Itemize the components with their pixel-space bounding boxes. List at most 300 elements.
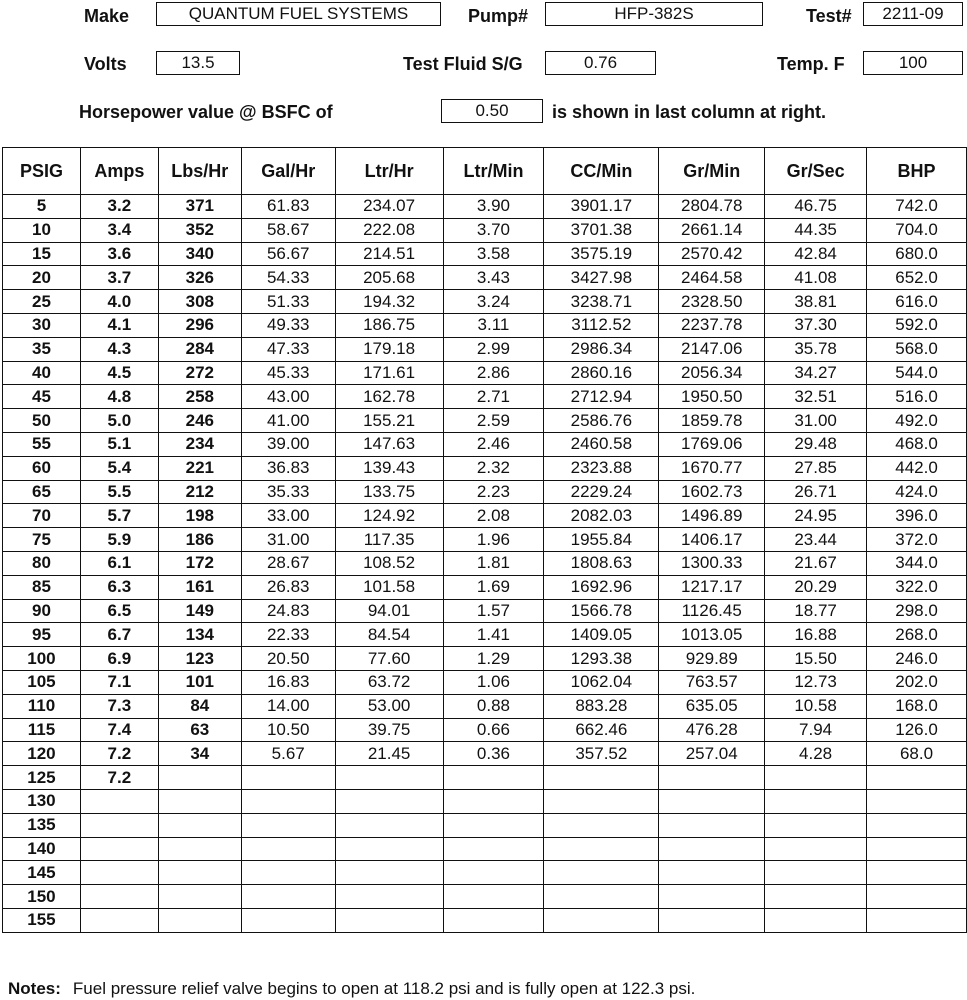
table-cell: 125 — [3, 766, 81, 790]
table-cell: 2056.34 — [659, 361, 765, 385]
table-cell: 0.36 — [443, 742, 544, 766]
table-cell: 75 — [3, 528, 81, 552]
pump-label: Pump# — [468, 6, 529, 26]
table-cell: 100 — [3, 647, 81, 671]
table-cell: 5 — [3, 195, 81, 219]
table-cell: 46.75 — [765, 195, 867, 219]
table-cell: 2.32 — [443, 456, 544, 480]
table-row — [3, 385, 967, 409]
table-cell: 2.71 — [443, 385, 544, 409]
table-cell: 742.0 — [867, 195, 967, 219]
table-cell — [443, 908, 544, 932]
table-cell — [867, 766, 967, 790]
table-cell: 3701.38 — [544, 218, 659, 242]
table-cell: 2586.76 — [544, 409, 659, 433]
table-row — [3, 409, 967, 433]
table-cell: 30 — [3, 313, 81, 337]
table-cell: 155.21 — [335, 409, 443, 433]
make-field: QUANTUM FUEL SYSTEMS — [156, 2, 441, 26]
table-cell — [80, 789, 158, 813]
table-cell: 40 — [3, 361, 81, 385]
table-cell — [544, 766, 659, 790]
table-cell: 130 — [3, 789, 81, 813]
table-cell: 234 — [158, 432, 241, 456]
table-cell: 3427.98 — [544, 266, 659, 290]
horsepower-prefix: Horsepower value @ BSFC of — [79, 102, 333, 122]
table-row — [3, 313, 967, 337]
table-cell: 20.50 — [241, 647, 335, 671]
table-cell: 21.67 — [765, 551, 867, 575]
table-cell — [765, 861, 867, 885]
table-cell: 2.08 — [443, 504, 544, 528]
table-cell: 3.4 — [80, 218, 158, 242]
table-cell: 20 — [3, 266, 81, 290]
table-cell: 344.0 — [867, 551, 967, 575]
table-cell: 135 — [3, 813, 81, 837]
table-row — [3, 504, 967, 528]
table-cell: 544.0 — [867, 361, 967, 385]
volts-label: Volts — [84, 54, 127, 74]
table-cell: 635.05 — [659, 694, 765, 718]
bsfc-field: 0.50 — [441, 99, 543, 123]
table-cell: 2147.06 — [659, 337, 765, 361]
table-cell: 652.0 — [867, 266, 967, 290]
table-cell: 90 — [3, 599, 81, 623]
table-cell: 4.0 — [80, 290, 158, 314]
table-row — [3, 623, 967, 647]
table-cell: 94.01 — [335, 599, 443, 623]
notes-text: Fuel pressure relief valve begins to open at 118.2 psi and is fully open at 122.3 psi. — [72, 979, 696, 998]
table-cell — [765, 908, 867, 932]
table-row — [3, 599, 967, 623]
column-header: PSIG — [3, 148, 81, 195]
table-cell: 29.48 — [765, 432, 867, 456]
table-cell: 568.0 — [867, 337, 967, 361]
table-cell: 14.00 — [241, 694, 335, 718]
table-cell: 54.33 — [241, 266, 335, 290]
table-cell: 296 — [158, 313, 241, 337]
table-cell: 186 — [158, 528, 241, 552]
table-cell — [544, 789, 659, 813]
temp-field: 100 — [863, 51, 963, 75]
table-cell: 221 — [158, 456, 241, 480]
table-cell: 883.28 — [544, 694, 659, 718]
table-cell: 51.33 — [241, 290, 335, 314]
table-cell — [867, 908, 967, 932]
table-cell: 198 — [158, 504, 241, 528]
table-cell: 124.92 — [335, 504, 443, 528]
table-cell: 80 — [3, 551, 81, 575]
table-cell: 2661.14 — [659, 218, 765, 242]
table-cell: 186.75 — [335, 313, 443, 337]
table-cell: 179.18 — [335, 337, 443, 361]
table-cell: 680.0 — [867, 242, 967, 266]
table-cell: 1566.78 — [544, 599, 659, 623]
table-cell: 26.71 — [765, 480, 867, 504]
table-cell: 139.43 — [335, 456, 443, 480]
notes-label: Notes: — [8, 979, 61, 998]
table-cell: 147.63 — [335, 432, 443, 456]
table-cell: 63 — [158, 718, 241, 742]
test-fluid-sg-field: 0.76 — [545, 51, 656, 75]
table-cell: 396.0 — [867, 504, 967, 528]
table-cell: 322.0 — [867, 575, 967, 599]
table-cell — [659, 766, 765, 790]
table-cell — [158, 766, 241, 790]
table-cell: 70 — [3, 504, 81, 528]
table-cell: 371 — [158, 195, 241, 219]
table-row — [3, 885, 967, 909]
column-header: Amps — [80, 148, 158, 195]
table-cell — [241, 789, 335, 813]
table-cell: 6.3 — [80, 575, 158, 599]
table-cell — [765, 766, 867, 790]
table-cell — [867, 885, 967, 909]
table-cell: 34.27 — [765, 361, 867, 385]
table-cell: 516.0 — [867, 385, 967, 409]
table-cell: 424.0 — [867, 480, 967, 504]
table-cell: 7.94 — [765, 718, 867, 742]
table-cell: 68.0 — [867, 742, 967, 766]
table-cell: 2712.94 — [544, 385, 659, 409]
table-cell: 41.08 — [765, 266, 867, 290]
table-cell — [241, 813, 335, 837]
table-row — [3, 361, 967, 385]
table-cell: 3.2 — [80, 195, 158, 219]
table-cell: 2323.88 — [544, 456, 659, 480]
make-label: Make — [84, 6, 130, 26]
table-cell — [158, 885, 241, 909]
table-cell: 15.50 — [765, 647, 867, 671]
table-cell: 24.95 — [765, 504, 867, 528]
table-cell: 3575.19 — [544, 242, 659, 266]
table-cell: 298.0 — [867, 599, 967, 623]
table-cell: 84 — [158, 694, 241, 718]
table-cell: 3.90 — [443, 195, 544, 219]
table-row — [3, 218, 967, 242]
table-cell: 12.73 — [765, 670, 867, 694]
table-cell: 24.83 — [241, 599, 335, 623]
table-cell — [443, 766, 544, 790]
table-cell — [659, 861, 765, 885]
table-cell: 134 — [158, 623, 241, 647]
table-row — [3, 290, 967, 314]
table-cell — [659, 813, 765, 837]
table-cell — [158, 908, 241, 932]
table-cell: 308 — [158, 290, 241, 314]
table-cell — [158, 837, 241, 861]
table-cell: 7.1 — [80, 670, 158, 694]
table-cell: 10.50 — [241, 718, 335, 742]
table-cell: 25 — [3, 290, 81, 314]
table-cell — [335, 813, 443, 837]
table-cell: 222.08 — [335, 218, 443, 242]
table-cell — [158, 861, 241, 885]
table-cell: 4.28 — [765, 742, 867, 766]
column-header: Lbs/Hr — [158, 148, 241, 195]
table-cell: 1.81 — [443, 551, 544, 575]
table-cell: 7.3 — [80, 694, 158, 718]
table-cell: 2082.03 — [544, 504, 659, 528]
table-cell: 1409.05 — [544, 623, 659, 647]
table-cell — [765, 789, 867, 813]
table-cell: 16.88 — [765, 623, 867, 647]
table-cell: 202.0 — [867, 670, 967, 694]
table-row — [3, 837, 967, 861]
table-cell: 662.46 — [544, 718, 659, 742]
table-cell: 34 — [158, 742, 241, 766]
column-header: Ltr/Hr — [335, 148, 443, 195]
table-cell — [335, 837, 443, 861]
table-cell: 3.43 — [443, 266, 544, 290]
table-cell: 492.0 — [867, 409, 967, 433]
table-cell: 10 — [3, 218, 81, 242]
table-row — [3, 647, 967, 671]
table-cell — [659, 837, 765, 861]
table-cell — [867, 813, 967, 837]
table-cell: 105 — [3, 670, 81, 694]
table-cell: 53.00 — [335, 694, 443, 718]
table-cell: 1602.73 — [659, 480, 765, 504]
table-cell: 63.72 — [335, 670, 443, 694]
table-cell: 1950.50 — [659, 385, 765, 409]
table-cell: 2.86 — [443, 361, 544, 385]
table-cell — [867, 837, 967, 861]
table-cell — [158, 813, 241, 837]
table-cell: 101 — [158, 670, 241, 694]
table-cell: 35.33 — [241, 480, 335, 504]
table-cell: 5.7 — [80, 504, 158, 528]
table-row — [3, 432, 967, 456]
table-cell: 212 — [158, 480, 241, 504]
table-cell — [80, 908, 158, 932]
table-cell: 43.00 — [241, 385, 335, 409]
table-cell — [335, 789, 443, 813]
table-cell: 1.06 — [443, 670, 544, 694]
table-cell: 1.96 — [443, 528, 544, 552]
table-cell — [335, 885, 443, 909]
pump-field: HFP-382S — [545, 2, 763, 26]
table-cell: 6.9 — [80, 647, 158, 671]
table-cell: 6.1 — [80, 551, 158, 575]
table-row — [3, 861, 967, 885]
table-row — [3, 266, 967, 290]
table-cell: 4.8 — [80, 385, 158, 409]
table-cell: 110 — [3, 694, 81, 718]
table-cell: 194.32 — [335, 290, 443, 314]
table-cell: 3.70 — [443, 218, 544, 242]
table-row — [3, 670, 967, 694]
table-cell — [335, 908, 443, 932]
table-cell: 23.44 — [765, 528, 867, 552]
table-cell: 1859.78 — [659, 409, 765, 433]
table-cell: 7.2 — [80, 766, 158, 790]
table-cell: 2.23 — [443, 480, 544, 504]
table-cell — [80, 837, 158, 861]
table-cell: 49.33 — [241, 313, 335, 337]
table-cell: 468.0 — [867, 432, 967, 456]
table-cell: 2.59 — [443, 409, 544, 433]
table-cell: 2.46 — [443, 432, 544, 456]
table-cell: 2986.34 — [544, 337, 659, 361]
table-cell: 442.0 — [867, 456, 967, 480]
table-cell: 65 — [3, 480, 81, 504]
table-cell: 5.0 — [80, 409, 158, 433]
table-cell: 929.89 — [659, 647, 765, 671]
table-cell: 476.28 — [659, 718, 765, 742]
table-cell: 592.0 — [867, 313, 967, 337]
table-cell: 3.58 — [443, 242, 544, 266]
table-cell: 39.75 — [335, 718, 443, 742]
temp-label: Temp. F — [777, 54, 845, 74]
table-cell — [80, 813, 158, 837]
table-cell: 50 — [3, 409, 81, 433]
table-row — [3, 908, 967, 932]
table-cell: 1.57 — [443, 599, 544, 623]
table-cell: 246 — [158, 409, 241, 433]
table-row — [3, 789, 967, 813]
table-cell: 41.00 — [241, 409, 335, 433]
table-cell: 1.29 — [443, 647, 544, 671]
table-cell: 31.00 — [241, 528, 335, 552]
table-cell — [659, 885, 765, 909]
table-cell: 58.67 — [241, 218, 335, 242]
table-row — [3, 694, 967, 718]
table-cell: 36.83 — [241, 456, 335, 480]
table-row — [3, 718, 967, 742]
table-row — [3, 337, 967, 361]
table-cell: 95 — [3, 623, 81, 647]
table-cell: 205.68 — [335, 266, 443, 290]
table-cell: 5.1 — [80, 432, 158, 456]
table-cell: 352 — [158, 218, 241, 242]
table-cell: 145 — [3, 861, 81, 885]
table-cell: 171.61 — [335, 361, 443, 385]
table-cell — [241, 908, 335, 932]
table-cell: 326 — [158, 266, 241, 290]
test-fluid-sg-label: Test Fluid S/G — [403, 54, 523, 74]
test-field: 2211-09 — [863, 2, 963, 26]
table-cell — [867, 789, 967, 813]
table-cell: 1955.84 — [544, 528, 659, 552]
table-cell: 763.57 — [659, 670, 765, 694]
table-cell: 126.0 — [867, 718, 967, 742]
volts-field: 13.5 — [156, 51, 240, 75]
table-cell: 150 — [3, 885, 81, 909]
table-cell: 3.7 — [80, 266, 158, 290]
table-cell — [659, 908, 765, 932]
column-header: Gal/Hr — [241, 148, 335, 195]
table-cell: 1808.63 — [544, 551, 659, 575]
table-cell: 7.4 — [80, 718, 158, 742]
table-cell — [241, 861, 335, 885]
table-cell — [544, 813, 659, 837]
table-cell: 3901.17 — [544, 195, 659, 219]
table-cell: 6.7 — [80, 623, 158, 647]
column-header: CC/Min — [544, 148, 659, 195]
table-cell: 2464.58 — [659, 266, 765, 290]
table-cell: 37.30 — [765, 313, 867, 337]
table-row — [3, 456, 967, 480]
table-cell — [335, 766, 443, 790]
table-cell: 257.04 — [659, 742, 765, 766]
table-cell — [80, 885, 158, 909]
table-cell: 246.0 — [867, 647, 967, 671]
table-cell — [765, 813, 867, 837]
table-cell — [544, 908, 659, 932]
table-row — [3, 480, 967, 504]
table-cell: 616.0 — [867, 290, 967, 314]
table-cell: 5.9 — [80, 528, 158, 552]
table-cell: 3238.71 — [544, 290, 659, 314]
table-cell: 84.54 — [335, 623, 443, 647]
table-cell — [443, 789, 544, 813]
table-cell: 168.0 — [867, 694, 967, 718]
table-cell: 22.33 — [241, 623, 335, 647]
table-cell: 21.45 — [335, 742, 443, 766]
table-row — [3, 813, 967, 837]
table-cell: 120 — [3, 742, 81, 766]
table-cell: 2229.24 — [544, 480, 659, 504]
table-row — [3, 528, 967, 552]
table-cell: 284 — [158, 337, 241, 361]
table-cell: 258 — [158, 385, 241, 409]
table-cell: 56.67 — [241, 242, 335, 266]
table-cell: 39.00 — [241, 432, 335, 456]
table-cell — [443, 837, 544, 861]
table-cell: 357.52 — [544, 742, 659, 766]
table-cell: 85 — [3, 575, 81, 599]
column-header: Gr/Sec — [765, 148, 867, 195]
table-cell: 4.5 — [80, 361, 158, 385]
table-cell: 268.0 — [867, 623, 967, 647]
table-cell — [158, 789, 241, 813]
table-cell: 123 — [158, 647, 241, 671]
table-cell — [544, 861, 659, 885]
table-cell — [443, 813, 544, 837]
table-cell: 2.99 — [443, 337, 544, 361]
table-row — [3, 742, 967, 766]
table-cell: 1496.89 — [659, 504, 765, 528]
table-cell: 33.00 — [241, 504, 335, 528]
table-cell: 1300.33 — [659, 551, 765, 575]
table-cell: 133.75 — [335, 480, 443, 504]
table-row — [3, 575, 967, 599]
table-cell — [544, 837, 659, 861]
table-cell: 1062.04 — [544, 670, 659, 694]
table-row — [3, 551, 967, 575]
table-cell: 35 — [3, 337, 81, 361]
table-cell: 60 — [3, 456, 81, 480]
table-cell: 1.41 — [443, 623, 544, 647]
table-cell: 2460.58 — [544, 432, 659, 456]
table-cell: 0.66 — [443, 718, 544, 742]
table-cell — [867, 861, 967, 885]
table-cell: 3.11 — [443, 313, 544, 337]
table-cell: 44.35 — [765, 218, 867, 242]
table-cell: 15 — [3, 242, 81, 266]
table-cell: 18.77 — [765, 599, 867, 623]
table-cell — [544, 885, 659, 909]
test-label: Test# — [806, 6, 852, 26]
table-cell: 108.52 — [335, 551, 443, 575]
table-cell: 1692.96 — [544, 575, 659, 599]
table-cell: 2237.78 — [659, 313, 765, 337]
column-header: Gr/Min — [659, 148, 765, 195]
notes — [8, 978, 695, 1000]
table-cell: 45 — [3, 385, 81, 409]
table-cell: 31.00 — [765, 409, 867, 433]
